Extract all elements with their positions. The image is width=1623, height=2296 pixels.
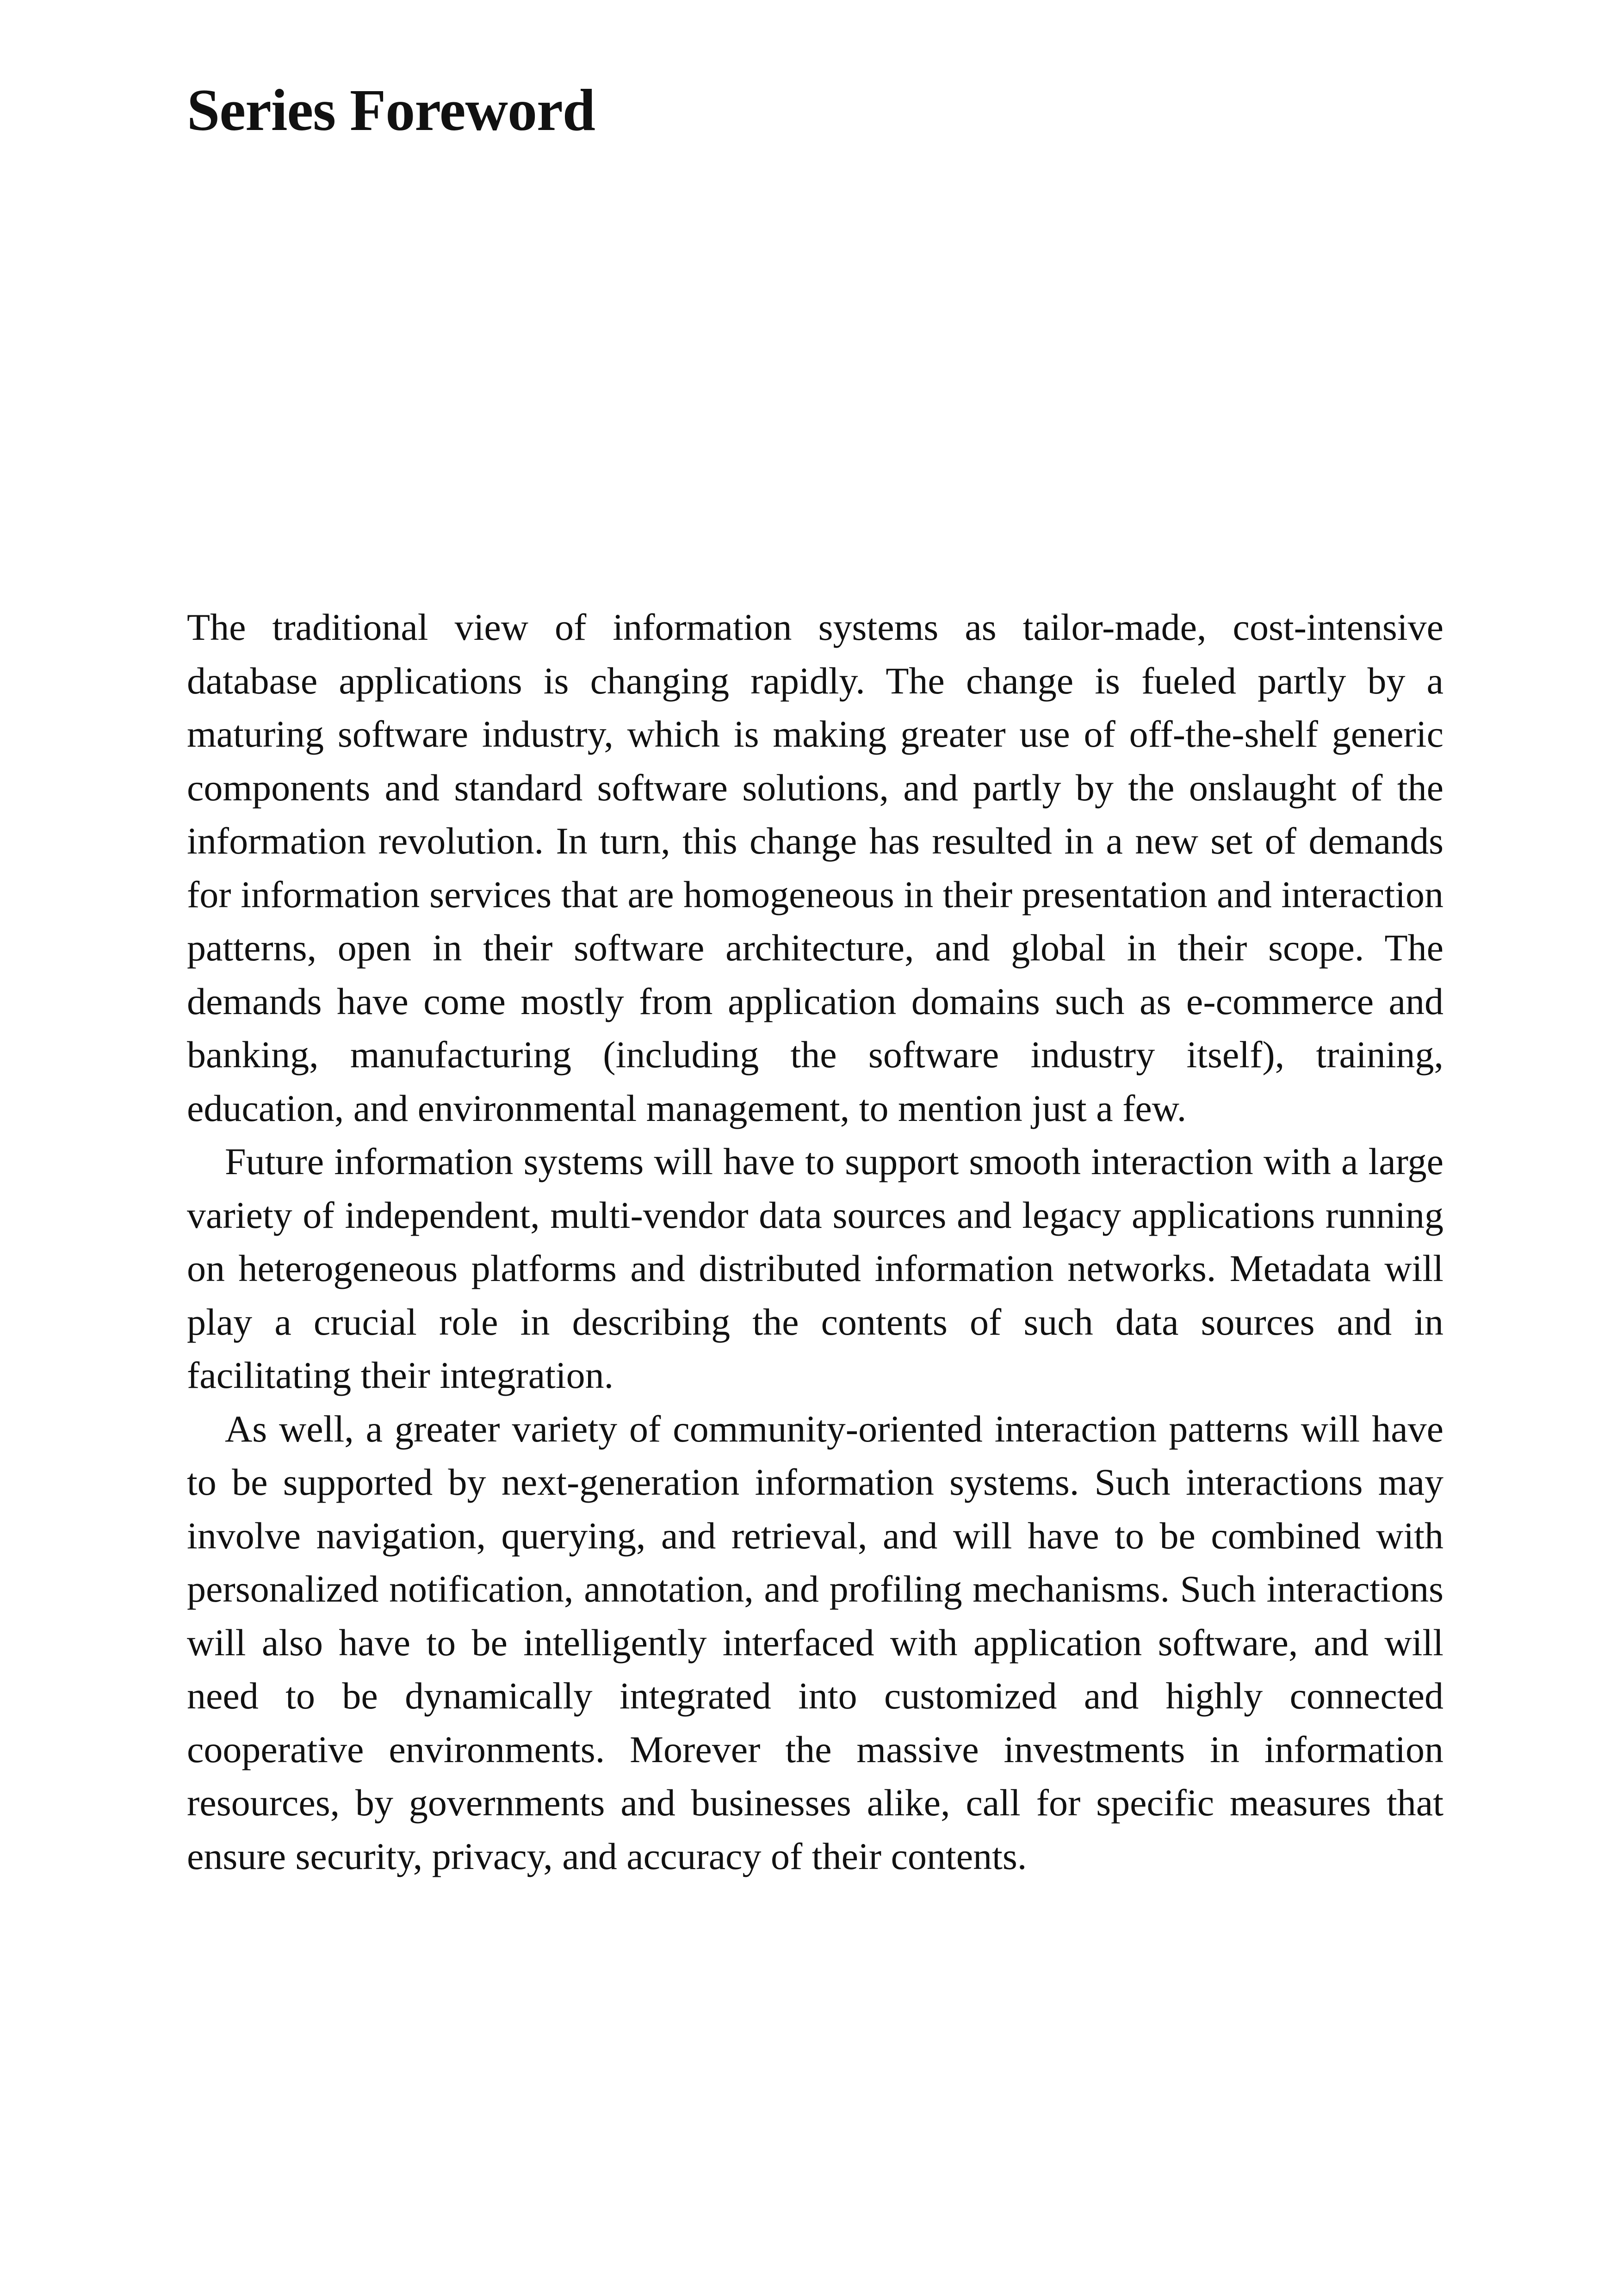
page-title: Series Foreword (187, 77, 595, 143)
paragraph-3: As well, a greater variety of community-oriented interaction patterns will have to be supported by next-generation information systems. Such interactions may involve navigation, querying, and retrieval, and will have to be combined with personalized notification, annotation, and profiling mechanisms. Such interactions will also have to be intelligently interfaced with application software, and will need to be dynamically integrated into customized and highly connected cooperative environments. Morever the massive investments in information resources, by governments and businesses alike, call for specific measures that ensure security, privacy, and accuracy of their contents. (187, 1407, 1443, 1877)
foreword-body (187, 600, 1443, 1883)
paragraph-2: Future information systems will have to support smooth interaction with a large variety of independent, multi-vendor data sources and legacy applications running on heterogeneous platforms and distributed information networks. Metadata will play a crucial role in describing the contents of such data sources and in facilitating their integration. (187, 1140, 1443, 1396)
paragraph-1: The traditional view of information systems as tailor-made, cost-intensive database applications is changing rapidly. The change is fueled partly by a maturing software industry, which is making greater use of off-the-shelf generic components and standard software solutions, and partly by the onslaught of the information revolution. In turn, this change has resulted in a new set of demands for information services that are homogeneous in their presentation and interaction patterns, open in their software architecture, and global in their scope. The demands have come mostly from application domains such as e-commerce and banking, manufacturing (including the software industry itself), training, education, and environmental management, to mention just a few. (187, 606, 1443, 1129)
